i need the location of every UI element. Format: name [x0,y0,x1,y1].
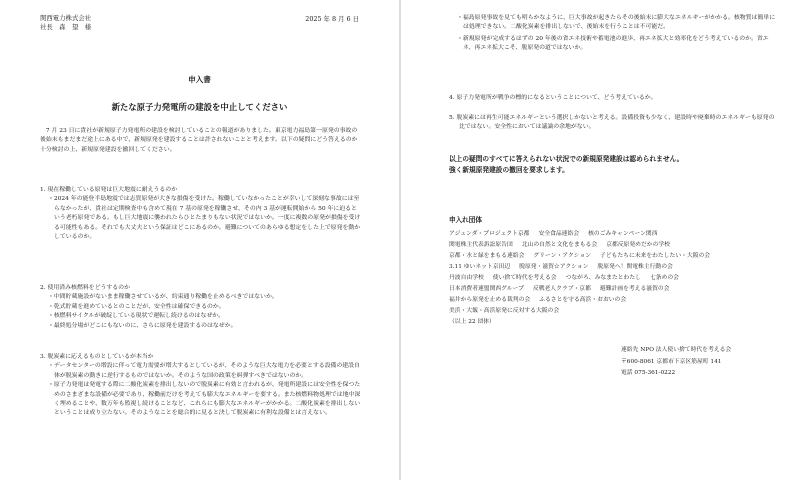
section-2 [40,284,362,331]
letter-date: 2025 年 8 月 6 日 [305,15,359,23]
org-name: 避難計画を考える滋賀の会 [599,286,670,292]
org-name: 核のごみキャンペーン関西 [588,231,658,237]
contact-organization: 連絡先 NPO 法人使い捨て時代を考える会 [621,347,732,353]
conclusion-line: 強く新規原発建設の撤回を要求します。 [449,166,569,174]
org-row [449,240,784,251]
org-name: つながろ、みなまたとわたし [565,275,641,281]
conclusion-line: 以上の疑問のすべてに答えられない状況での新規原発建設は認められません。 [449,155,684,163]
org-name: 脱原発へ！関電株主行動の会 [597,264,673,270]
intro-paragraph: 7 月 23 日に貴社が新規原子力発電所の建設を検討していることの報道がありました。東京電力福島第一原発の事故の後始末もまだまだ途上にある中で、新規原発を建設することは許されないことと考えます。以下の疑問にどう答えるのか十分検討の上、新規原発建設を撤回してください。 [40,128,358,153]
section-bullet: ・データセンターの増設に伴って電力需要が増大するとしているが、そのような巨大な電力を必要とする設備の建設自体が脱炭素の動きに逆行するものではないか。そのような国の政策を糾弾すべきではないのか。 [48,363,360,379]
section-bullet: ・乾式貯蔵を進めているとのことだが、安全性は確保できるのか。 [48,303,225,310]
section-title: 1. 現在稼働している原発は巨大地震に耐えうるのか [40,187,178,193]
org-row [449,229,784,240]
org-name: 京都反原発めだかの学校 [606,242,670,248]
org-name: ふるさとを守る高浜・おおいの会 [539,297,627,303]
org-row [449,284,784,295]
section-3-continued [449,14,779,54]
section-bullet: ・最終処分場がどこにもないのに、さらに原発を建設するのはなぜか。 [48,322,237,329]
org-name: 美浜・大飯・高浜原発に反対する大阪の会 [449,308,560,314]
org-name: 日本消費者連盟関西グループ [449,286,524,292]
org-name: 北山の自然と文化をまもる会 [521,242,598,248]
org-name: グリーン・アクション [533,253,591,259]
left-page [0,0,399,480]
section-1 [40,186,362,242]
org-name: 七条めの会 [649,275,679,281]
org-row [449,317,784,328]
section-4-text: 4. 原子力発電所が戦争の標的になるということについて、どう考えているか。 [449,95,657,101]
org-row [449,306,784,317]
org-name: アジェンダ・プロジェクト京都 [449,231,530,237]
section-bullet: ・原子力発電は発電する際に二酸化炭素を排出しないので脱炭素に有効と言われるが、発電所建設には安全性を保つためのさまざまな設備が必要であり、稼働前だけを考えても膨大なエネルギーを要する。また核燃料物処理では地中深く埋めることや、数万年も監視し続けることなど、これらにも膨大なエネルギーがかかる。二酸化炭素を排出しないということは成り立たない。そのようなことを総合的に見ると決して脱炭素に有利な設備とは言えない。 [48,382,361,417]
organizations-list [449,229,784,328]
org-name: 丹波自由学校 [449,275,484,281]
org-name: 反戦老人クラブ・京都 [532,286,591,292]
addressee [40,14,91,32]
organizations-heading: 申入れ団体 [449,216,482,224]
org-name: 京都・水と緑をまもる連絡会 [449,253,525,259]
org-name: 安全食品連絡会 [538,231,580,237]
conclusion [449,154,779,176]
addressee-company: 関西電力株式会社 [40,14,92,22]
section-bullet: ・2024 年の能登半島地震では志賀原発が大きな損傷を受けた。稼働していなかったことが幸いして深刻な事故には至らなかったが、貴社は定期検査中も含めて現在 7 基の原発を稼働させ、その内 3 基が運転開始から 50 年に迫るという老朽原発である。もし巨大地震に襲われたらひとたまりもない状況ではないか。一度に複数の原発が損傷を受ける可能性もある。それでも大丈夫という保証はどこにあるのか。避難についてのあらゆる想定をした上で原発を動かしているのか。 [48,196,361,241]
section-3 [40,353,362,419]
org-name: 脱原発・滋賀☆アクション [519,264,589,270]
contact-block [621,345,731,380]
contact-address: 〒600-8061 京都市下京区筋屋町 141 [621,358,722,365]
right-page [401,0,800,480]
org-name: 使い捨て時代を考える会 [492,275,557,281]
org-row [449,295,784,306]
document-type: 申入書 [188,75,211,84]
org-row [449,262,784,273]
section-bullet: ・新規原発が完成するはずの 20 年後の省エネ技術や蓄電池の進歩、再エネ拡大と効率化をどう考えているのか。省エネ、再エネ拡大こそ、脱原発の道ではないか。 [457,35,769,52]
addressee-person: 社長 森 望 様 [40,23,92,31]
org-row [449,273,784,284]
section-title: 3. 脱炭素に応えるものとしているが本当か [40,354,154,360]
org-count: （以上 22 団体） [449,319,495,325]
section-5-text: 5. 脱炭素には再生可能エネルギーという選択しかないと考える。設備投資も少なく、建設時や廃棄時のエネルギーも原発の比ではない。安全性においては議論の余地がない。 [449,115,775,131]
section-5 [449,114,779,133]
org-row [449,251,784,262]
section-4 [449,94,779,103]
org-name: 福井から原発を止める裁判の会 [449,297,531,303]
section-bullet: ・中間貯蔵施設がないまま稼働させているが、約束通り稼働を止めるべきではないか。 [48,294,278,301]
section-bullet: ・福島原発事故を見ても明らかなように、巨大事故が起きたらその後始末に膨大なエネルギーがかかる。核物質は簡単には処理できない。二酸化炭素を排出しないで、後始末を行うことは不可能だ。 [457,15,776,31]
contact-phone: 電話 075-361-0222 [621,370,676,376]
org-name: 3.11 ゆいネット京田辺 [449,264,511,270]
section-title: 2. 使用済み核燃料をどうするのか [40,285,130,291]
org-name: 子どもたちに未来をわたしたい・大阪の会 [599,253,711,259]
org-name: 関電株主代表訴訟原告団 [449,242,513,248]
section-bullet: ・核燃料サイクルが破綻している現状で運転し続けるのはなぜか。 [48,313,225,320]
document-title: 新たな原子力発電所の建設を中止してください [111,102,288,112]
